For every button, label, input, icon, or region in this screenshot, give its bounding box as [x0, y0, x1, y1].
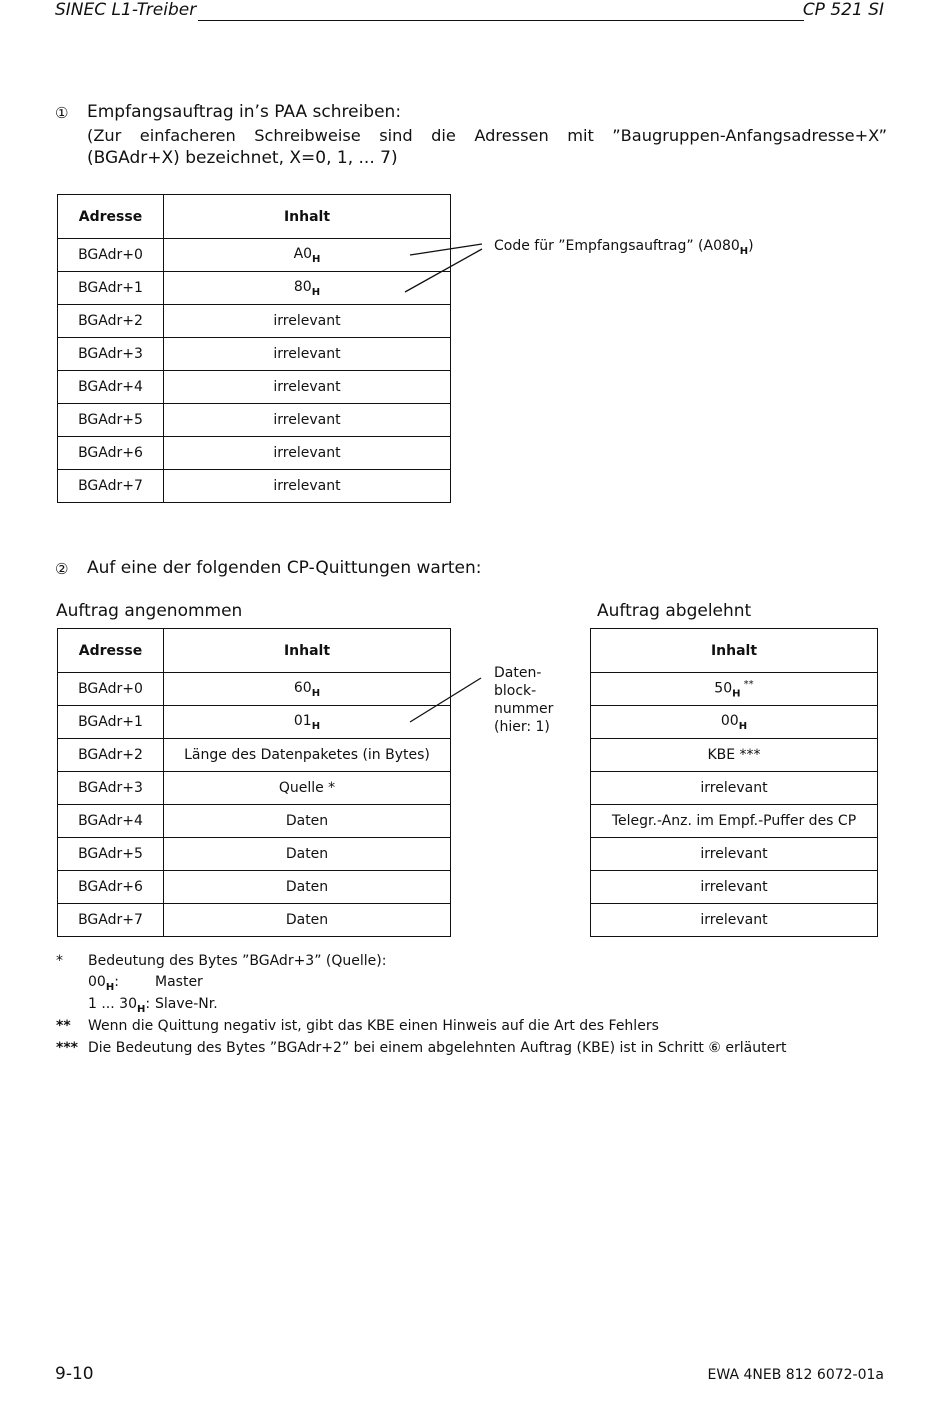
table-row	[58, 272, 451, 305]
table-row	[591, 904, 878, 937]
table-row	[58, 706, 451, 739]
step1-line2: (Zur einfacheren Schreibweise sind die Adressen mit ”Baugruppen-Anfangsadresse+X”	[87, 126, 887, 145]
accepted-table	[57, 628, 451, 937]
address-cell: BGAdr+5	[58, 404, 164, 437]
content-cell: Daten	[164, 805, 451, 838]
step1-line1: Empfangsauftrag in’s PAA schreiben:	[87, 102, 402, 122]
address-cell: BGAdr+4	[58, 805, 164, 838]
address-cell: BGAdr+7	[58, 470, 164, 503]
content-cell: Telegr.-Anz. im Empf.-Puffer des CP	[591, 805, 878, 838]
content-cell: $60_H$	[164, 673, 451, 706]
address-cell: BGAdr+2	[58, 739, 164, 772]
table-row	[591, 673, 878, 706]
step1-line3: (BGAdr+X) bezeichnet, X=0, 1, ... 7)	[87, 148, 398, 168]
content-cell: irrelevant	[164, 470, 451, 503]
header-model: CP 521 SI	[802, 0, 884, 20]
table-row	[58, 673, 451, 706]
content-cell: KBE ***	[591, 739, 878, 772]
content-cell: Daten	[164, 904, 451, 937]
address-cell: BGAdr+3	[58, 772, 164, 805]
code-annotation: Code für ”Empfangsauftrag” $(A080_H)$	[494, 238, 754, 257]
address-cell: BGAdr+1	[58, 272, 164, 305]
address-cell: BGAdr+5	[58, 838, 164, 871]
content-cell: Quelle *	[164, 772, 451, 805]
content-cell: irrelevant	[164, 371, 451, 404]
content-cell: $50_H$ **	[591, 673, 878, 706]
footnote-1a: $00_H$: Master	[88, 974, 203, 993]
content-cell: $A0_H$	[164, 239, 451, 272]
address-cell: BGAdr+6	[58, 437, 164, 470]
footnote-3: *** Die Bedeutung des Bytes ”BGAdr+2” bei einem abgelehnten Auftrag (KBE) ist in Schritt ⑥ erläutert	[56, 1040, 787, 1056]
content-cell: Länge des Datenpaketes (in Bytes)	[164, 739, 451, 772]
table-row	[591, 871, 878, 904]
table-row	[58, 805, 451, 838]
step1-text	[87, 101, 887, 170]
table-row	[58, 904, 451, 937]
content-cell: $80_H$	[164, 272, 451, 305]
content-cell: $00_H$	[591, 706, 878, 739]
table-row	[58, 739, 451, 772]
step2-number: ②	[55, 560, 69, 578]
footnote-1b: 1 ... $30_H$: Slave-Nr.	[88, 996, 218, 1015]
content-cell: irrelevant	[591, 838, 878, 871]
table-row	[58, 371, 451, 404]
column-header-address: Adresse	[58, 195, 164, 239]
accepted-title: Auftrag angenommen	[56, 601, 243, 621]
footnote-2: ** Wenn die Quittung negativ ist, gibt das KBE einen Hinweis auf die Art des Fehlers	[56, 1018, 659, 1034]
rejected-table	[590, 628, 878, 937]
content-cell: irrelevant	[591, 871, 878, 904]
rejected-title: Auftrag abgelehnt	[597, 601, 752, 621]
content-cell: $01_H$	[164, 706, 451, 739]
content-cell: irrelevant	[164, 305, 451, 338]
content-cell: irrelevant	[591, 772, 878, 805]
content-cell: Daten	[164, 838, 451, 871]
page-number: 9-10	[55, 1364, 94, 1384]
content-cell: Daten	[164, 871, 451, 904]
header-title: SINEC L1-Treiber	[55, 0, 197, 20]
address-cell: BGAdr+4	[58, 371, 164, 404]
table-row	[58, 305, 451, 338]
column-header-content: Inhalt	[164, 629, 451, 673]
table-row	[58, 239, 451, 272]
address-cell: BGAdr+1	[58, 706, 164, 739]
table-row	[591, 805, 878, 838]
content-cell: irrelevant	[164, 338, 451, 371]
table-row	[58, 338, 451, 371]
column-header-content: Inhalt	[591, 629, 878, 673]
header-rule	[198, 20, 804, 21]
column-header-address: Adresse	[58, 629, 164, 673]
table-row	[58, 871, 451, 904]
address-cell: BGAdr+0	[58, 239, 164, 272]
address-cell: BGAdr+0	[58, 673, 164, 706]
address-cell: BGAdr+3	[58, 338, 164, 371]
content-cell: irrelevant	[164, 437, 451, 470]
address-cell: BGAdr+7	[58, 904, 164, 937]
footnotes	[56, 951, 916, 1060]
footnote-1: * Bedeutung des Bytes ”BGAdr+3” (Quelle):	[56, 953, 387, 969]
table-row	[591, 838, 878, 871]
table-row	[58, 838, 451, 871]
address-cell: BGAdr+6	[58, 871, 164, 904]
step2-text: Auf eine der folgenden CP-Quittungen warten:	[87, 558, 482, 578]
step1-table	[57, 194, 451, 503]
block-number-annotation: Daten- block- nummer (hier: 1)	[494, 665, 554, 735]
document-number: EWA 4NEB 812 6072-01a	[707, 1367, 884, 1383]
content-cell: irrelevant	[591, 904, 878, 937]
table-row	[591, 706, 878, 739]
table-row	[58, 470, 451, 503]
step1-number: ①	[55, 104, 69, 122]
table-row	[58, 437, 451, 470]
address-cell: BGAdr+2	[58, 305, 164, 338]
content-cell: irrelevant	[164, 404, 451, 437]
table-row	[591, 739, 878, 772]
table-row	[58, 404, 451, 437]
column-header-content: Inhalt	[164, 195, 451, 239]
table-row	[591, 772, 878, 805]
table-row	[58, 772, 451, 805]
